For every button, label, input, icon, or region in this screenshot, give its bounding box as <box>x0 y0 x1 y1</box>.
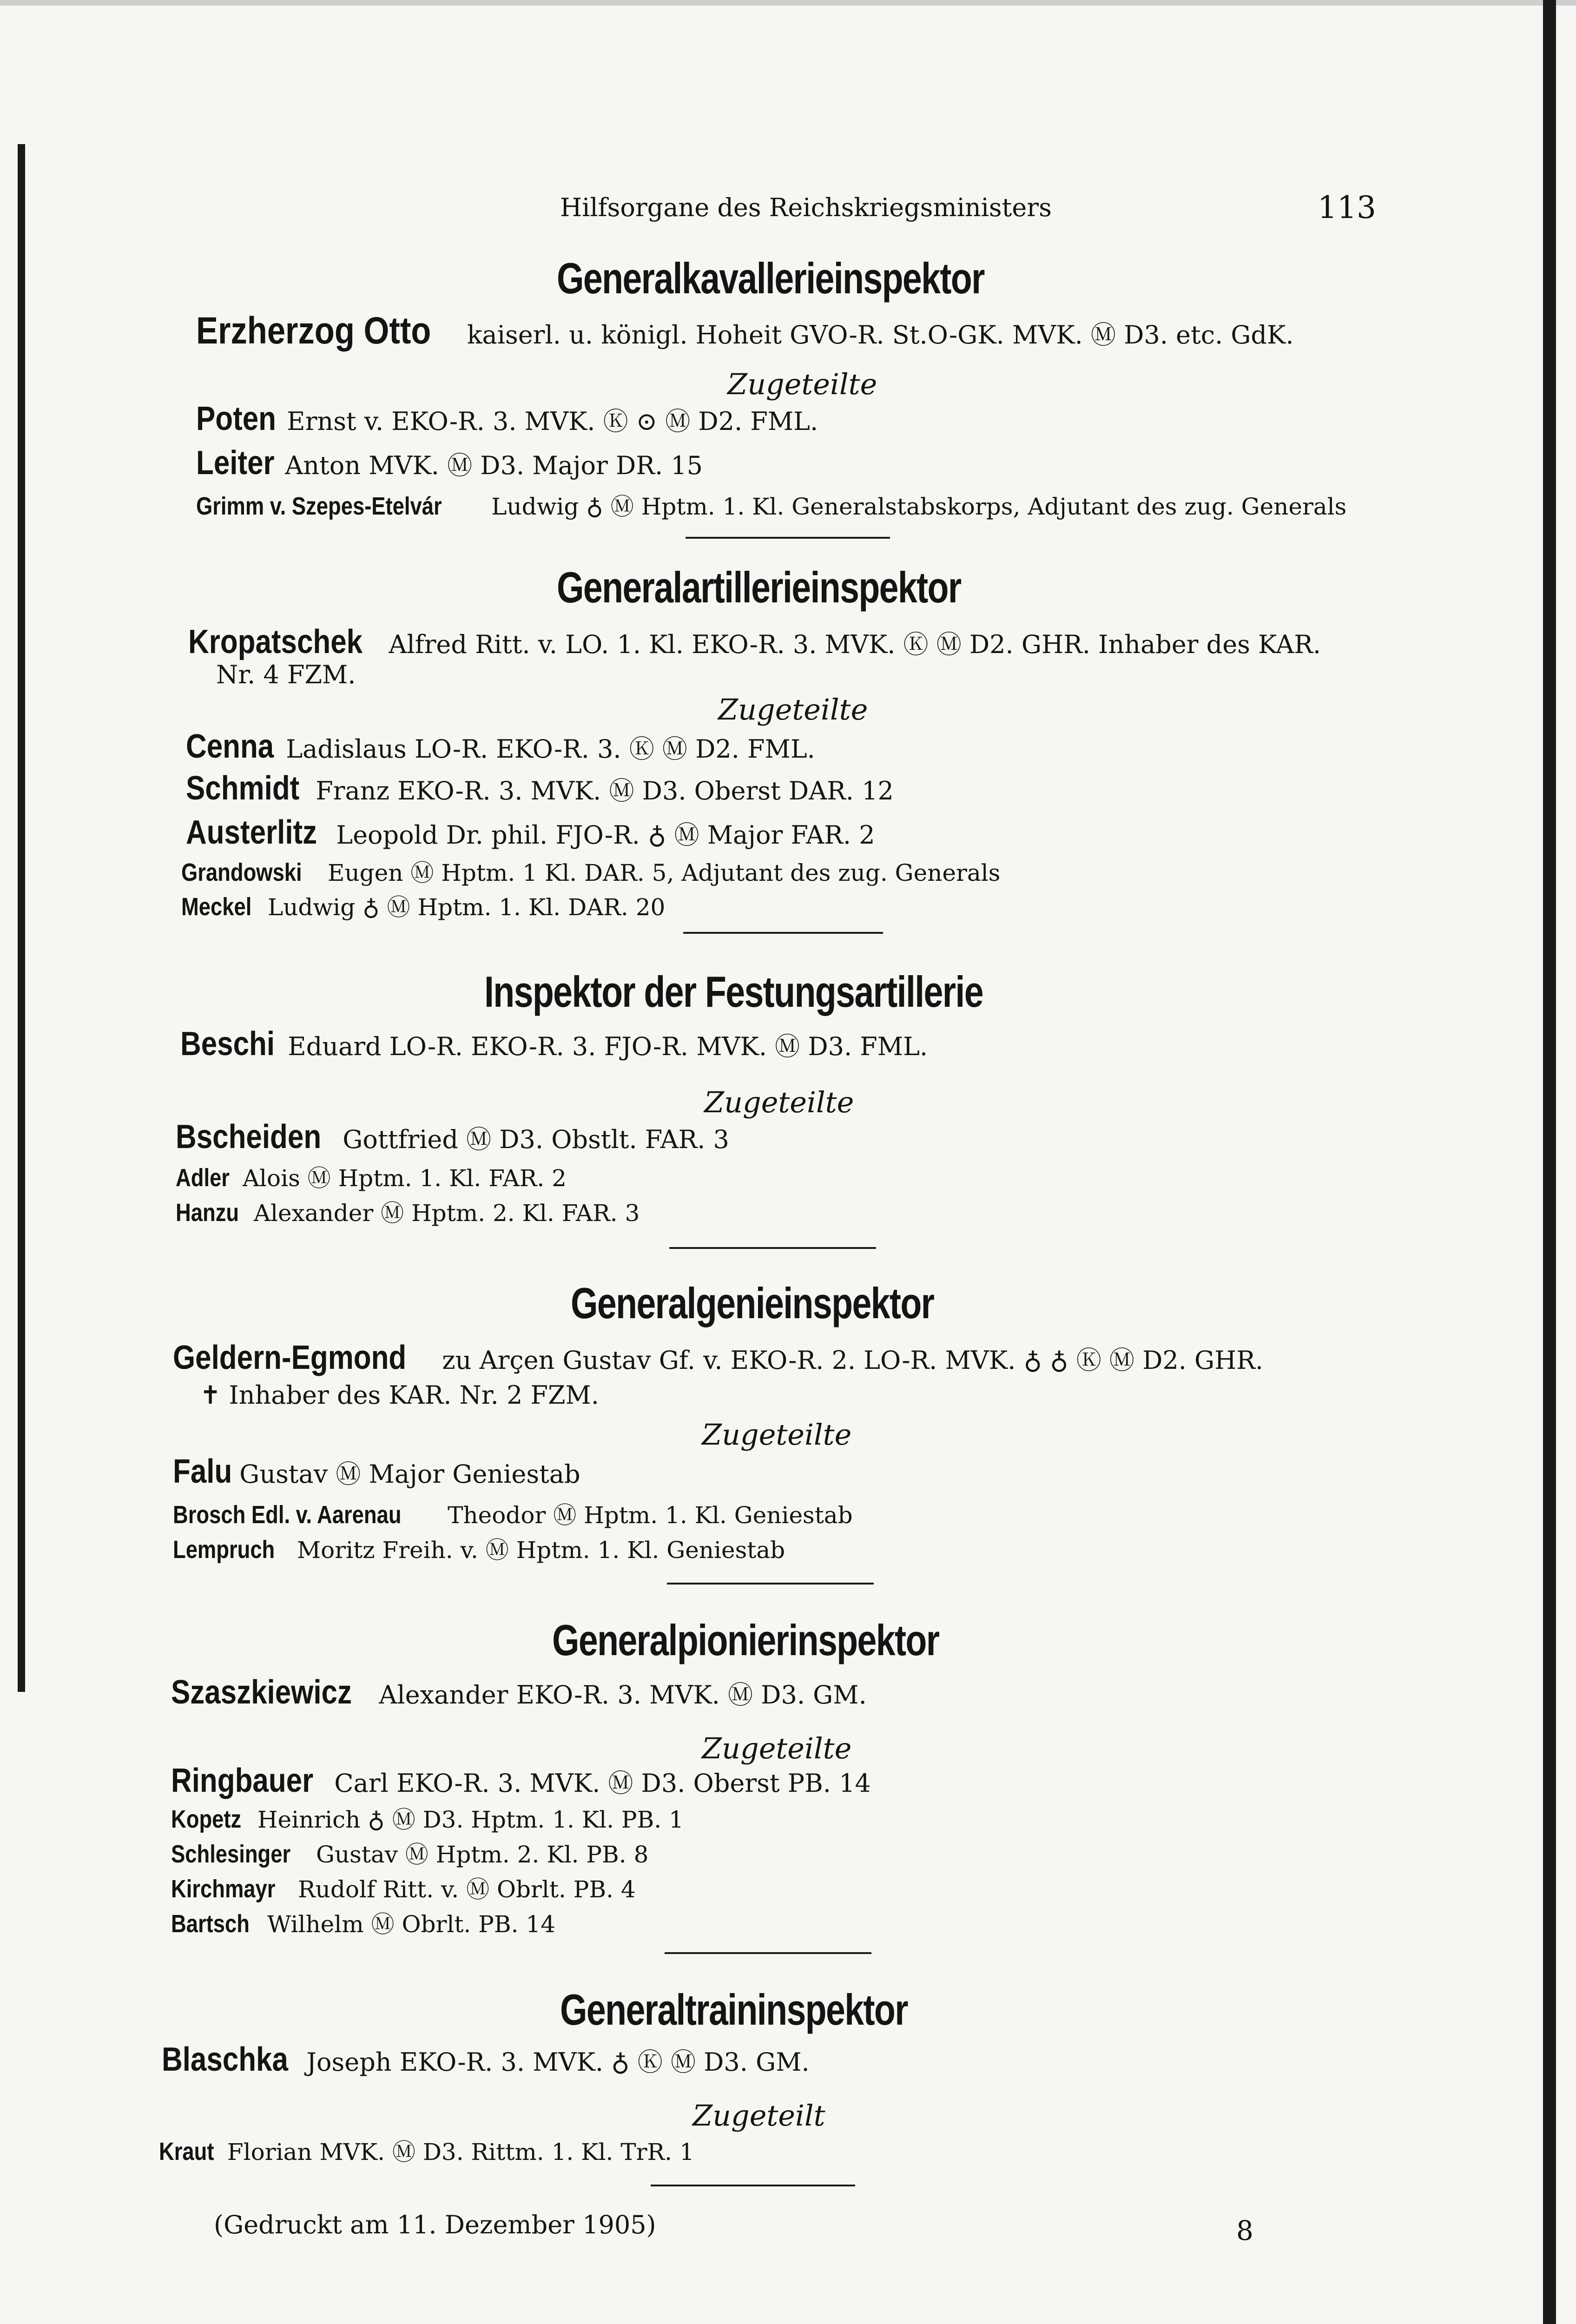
member-entry <box>186 727 815 766</box>
person-details: Rudolf Ritt. v. Ⓜ Obrlt. PB. 4 <box>290 1876 636 1903</box>
person-details: zu Arçen Gustav Gf. v. EKO-R. 2. LO-R. MVK. ♁ ♁ Ⓚ Ⓜ D2. GHR. <box>434 1346 1264 1375</box>
person-details: Theodor Ⓜ Hptm. 1. Kl. Geniestab <box>440 1502 853 1529</box>
member-entry <box>173 1532 785 1565</box>
section-head-entry <box>188 623 1321 661</box>
print-note: (Gedruckt am 11. Dezember 1905) <box>214 2210 656 2239</box>
person-details: Joseph EKO-R. 3. MVK. ♁ Ⓚ Ⓜ D3. GM. <box>298 2047 810 2077</box>
person-name: Grimm v. Szepes-Etelvár <box>196 492 442 520</box>
section-separator <box>667 1583 874 1585</box>
section-separator <box>665 1952 871 1954</box>
person-details: Alfred Ritt. v. LO. 1. Kl. EKO-R. 3. MVK. Ⓚ Ⓜ D2. GHR. Inhaber des KAR. <box>381 630 1321 659</box>
member-entry <box>171 1871 636 1904</box>
person-name: Grandowski <box>181 858 302 886</box>
person-name: Falu <box>173 1453 232 1490</box>
person-name: Kopetz <box>171 1805 242 1833</box>
member-entry <box>196 444 703 482</box>
zugeteilte-label: Zugeteilte <box>718 693 868 726</box>
person-name: Szaszkiewicz <box>171 1674 352 1711</box>
page-number: 113 <box>1318 190 1376 225</box>
person-details: Anton MVK. Ⓜ D3. Major DR. 15 <box>277 451 703 480</box>
section-title: Inspektor der Festungsartillerie <box>484 967 983 1016</box>
signature-mark: 8 <box>1236 2215 1253 2246</box>
member-entry <box>186 813 875 852</box>
person-details: Moritz Freih. v. Ⓜ Hptm. 1. Kl. Geniestab <box>290 1537 785 1564</box>
person-name: Meckel <box>181 893 252 921</box>
member-entry <box>181 889 665 922</box>
person-name: Leiter <box>196 444 275 482</box>
member-entry <box>176 1118 729 1156</box>
running-title: Hilfsorgane des Reichskriegsministers <box>560 193 1052 222</box>
member-entry <box>196 488 1346 522</box>
person-details: Alois Ⓜ Hptm. 1. Kl. FAR. 2 <box>235 1165 567 1192</box>
section-separator <box>686 537 890 539</box>
person-name: Schmidt <box>186 770 300 807</box>
person-name: Ringbauer <box>171 1762 314 1799</box>
section-separator <box>683 932 883 934</box>
person-details: Alexander EKO-R. 3. MVK. Ⓜ D3. GM. <box>371 1680 867 1710</box>
person-details: Franz EKO-R. 3. MVK. Ⓜ D3. Oberst DAR. 12 <box>308 776 894 805</box>
person-name: Beschi <box>180 1025 275 1063</box>
section-title: Generalgenieinspektor <box>571 1279 934 1327</box>
zugeteilte-label: Zugeteilte <box>702 1731 852 1765</box>
head-entry-continuation: Nr. 4 FZM. <box>216 660 356 689</box>
person-details: Heinrich ♁ Ⓜ D3. Hptm. 1. Kl. PB. 1 <box>250 1806 684 1833</box>
section-separator <box>651 2185 855 2186</box>
member-entry <box>181 854 1000 888</box>
section-title: Generalpionierinspektor <box>552 1616 939 1664</box>
person-details: Alexander Ⓜ Hptm. 2. Kl. FAR. 3 <box>246 1200 640 1227</box>
person-name: Kraut <box>159 2138 214 2166</box>
member-entry <box>173 1497 853 1530</box>
person-details: Carl EKO-R. 3. MVK. Ⓜ D3. Oberst PB. 14 <box>326 1769 871 1798</box>
person-name: Lempruch <box>173 1536 275 1564</box>
person-name: Cenna <box>186 728 274 765</box>
person-name: Poten <box>196 400 277 437</box>
person-name: Kirchmayr <box>171 1875 276 1903</box>
person-details: Ludwig ♁ Ⓜ Hptm. 1. Kl. Generalstabskorps, Adjutant des zug. Generals <box>484 493 1347 520</box>
scan-top-edge <box>0 0 1576 6</box>
person-name: Austerlitz <box>186 814 317 851</box>
member-entry <box>171 1762 871 1800</box>
person-details: Gottfried Ⓜ D3. Obstlt. FAR. 3 <box>335 1125 729 1154</box>
person-name: Adler <box>176 1164 230 1192</box>
section-head-entry <box>173 1339 1263 1377</box>
member-entry <box>171 1801 684 1835</box>
member-entry <box>186 769 894 807</box>
member-entry <box>171 1906 555 1939</box>
person-details: Florian MVK. Ⓜ D3. Rittm. 1. Kl. TrR. 1 <box>220 2139 694 2166</box>
person-name: Bscheiden <box>176 1118 322 1155</box>
person-name: Erzherzog Otto <box>196 310 431 352</box>
person-details: Eugen Ⓜ Hptm. 1 Kl. DAR. 5, Adjutant des zug. Generals <box>320 859 1001 886</box>
zugeteilte-label: Zugeteilte <box>727 367 877 401</box>
person-details: Leopold Dr. phil. FJO-R. ♁ Ⓜ Major FAR. 2 <box>328 820 875 850</box>
scan-right-edge <box>1543 0 1556 2324</box>
section-separator <box>669 1247 876 1249</box>
person-name: Hanzu <box>176 1199 239 1227</box>
zugeteilte-label: Zugeteilt <box>692 2099 825 2133</box>
zugeteilte-label: Zugeteilte <box>702 1418 852 1452</box>
zugeteilte-label: Zugeteilte <box>704 1085 854 1119</box>
person-details: Eduard LO-R. EKO-R. 3. FJO-R. MVK. Ⓜ D3. FML. <box>280 1032 928 1061</box>
person-name: Blaschka <box>162 2041 288 2078</box>
person-details: Ludwig ♁ Ⓜ Hptm. 1. Kl. DAR. 20 <box>260 894 666 921</box>
section-title: Generalkavallerieinspektor <box>557 254 984 303</box>
person-details: Wilhelm Ⓜ Obrlt. PB. 14 <box>260 1911 556 1938</box>
section-head-entry <box>171 1673 867 1711</box>
person-details: Ernst v. EKO-R. 3. MVK. Ⓚ ⊙ Ⓜ D2. FML. <box>279 407 818 436</box>
member-entry <box>173 1452 580 1491</box>
person-name: Brosch Edl. v. Aarenau <box>173 1501 402 1529</box>
member-entry <box>159 2133 694 2167</box>
person-name: Schlesinger <box>171 1840 291 1868</box>
section-title: Generalartillerieinspektor <box>557 563 961 612</box>
person-details: Gustav Ⓜ Hptm. 2. Kl. PB. 8 <box>309 1841 649 1868</box>
person-details: Ladislaus LO-R. EKO-R. 3. Ⓚ Ⓜ D2. FML. <box>278 734 815 764</box>
scan-left-edge <box>18 144 25 1692</box>
head-entry-continuation: ✝ Inhaber des KAR. Nr. 2 FZM. <box>200 1380 599 1410</box>
section-title: Generaltraininspektor <box>560 1985 908 2034</box>
person-details: kaiserl. u. königl. Hoheit GVO-R. St.O-GK. MVK. Ⓜ D3. etc. GdK. <box>459 320 1294 350</box>
section-head-entry <box>180 1025 928 1063</box>
member-entry <box>171 1836 648 1869</box>
member-entry <box>176 1195 640 1228</box>
person-details: Gustav Ⓜ Major Geniestab <box>231 1459 580 1489</box>
person-name: Bartsch <box>171 1910 250 1938</box>
member-entry <box>176 1160 567 1193</box>
person-name: Geldern-Egmond <box>173 1339 407 1376</box>
person-name: Kropatschek <box>188 623 363 660</box>
section-head-entry <box>162 2040 810 2079</box>
member-entry <box>196 400 818 438</box>
section-head-entry <box>196 309 1294 353</box>
